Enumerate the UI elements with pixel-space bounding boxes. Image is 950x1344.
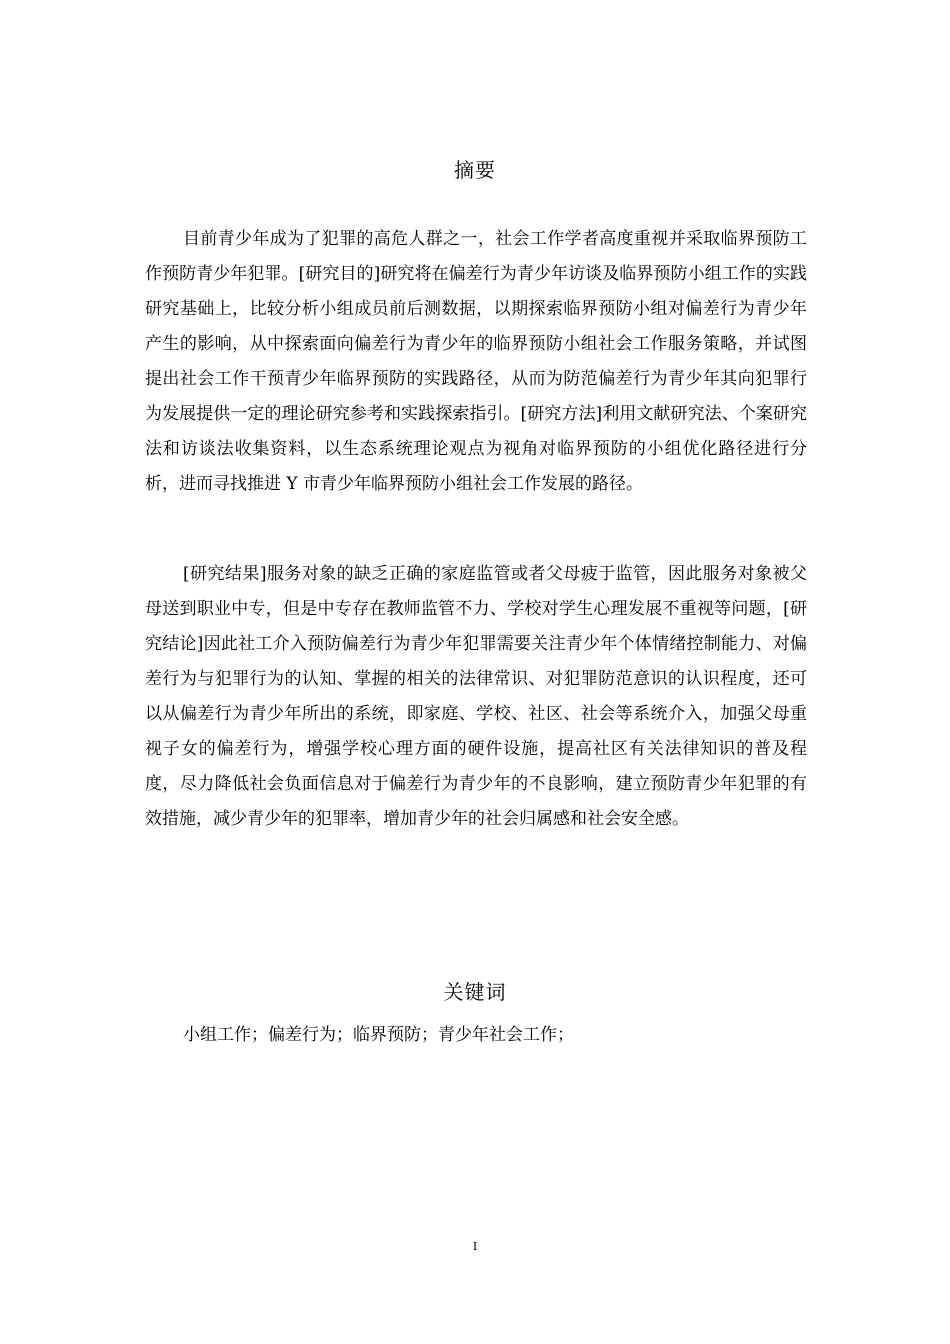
abstract-paragraph-1: 目前青少年成为了犯罪的高危人群之一，社会工作学者高度重视并采取临界预防工作预防青少年犯罪。[研究目的]研究将在偏差行为青少年访谈及临界预防小组工作的实践研究基础上，比较分析小组成员前后测数据，以期探索临界预防小组对偏差行为青少年产生的影响，从中探索面向偏差行为青少年的临界预防小组社会工作服务策略，并试图提出社会工作干预青少年临界预防的实践路径，从而为防范偏差行为青少年其向犯罪行为发展提供一定的理论研究参考和实践探索指引。[研究方法]利用文献研究法、个案研究法和访谈法收集资料，以生态系统理论观点为视角对临界预防的小组优化路径进行分析，进而寻找推进 Y 市青少年临界预防小组社会工作发展的路径。 xyxy=(145,229,807,494)
keywords-title: 关键词 xyxy=(443,980,507,1004)
abstract-title: 摘要 xyxy=(454,158,496,182)
keywords-list: 小组工作；偏差行为；临界预防；青少年社会工作； xyxy=(183,1025,574,1045)
abstract-paragraph-2: [研究结果]服务对象的缺乏正确的家庭监管或者父母疲于监管，因此服务对象被父母送到职业中专，但是中专存在教师监管不力、学校对学生心理发展不重视等问题，[研究结论]因此社工介入预防偏差行为青少年犯罪需要关注青少年个体情绪控制能力、对偏差行为与犯罪行为的认知、掌握的相关的法律常识、对犯罪防范意识的认识程度，还可以从偏差行为青少年所出的系统，即家庭、学校、社区、社会等系统介入，加强父母重视子女的偏差行为，增强学校心理方面的硬件设施，提高社区有关法律知识的普及程度，尽力降低社会负面信息对于偏差行为青少年的不良影响，建立预防青少年犯罪的有效措施，减少青少年的犯罪率，增加青少年的社会归属感和社会安全感。 xyxy=(145,564,807,829)
page-number: I xyxy=(472,1240,478,1253)
